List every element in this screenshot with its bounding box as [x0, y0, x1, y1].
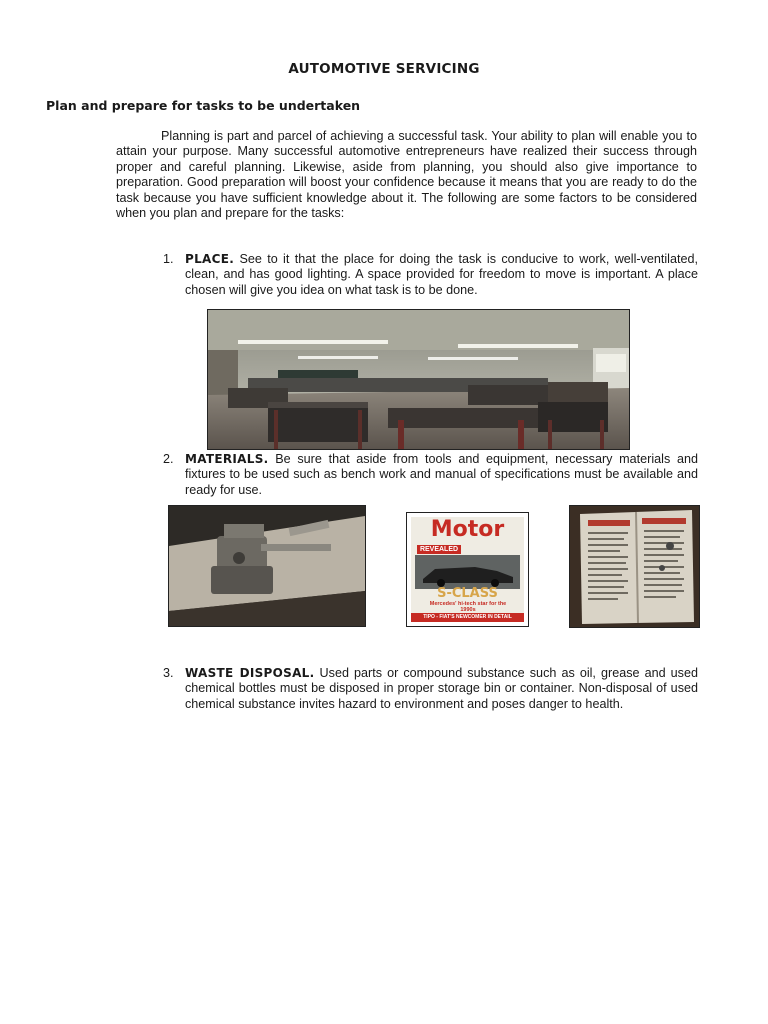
- car-illustration: [415, 555, 520, 589]
- intro-paragraph: [116, 129, 697, 221]
- list-number: 3.: [163, 666, 174, 680]
- magazine-model: S-CLASS: [437, 586, 498, 601]
- page-title: AUTOMOTIVE SERVICING: [288, 61, 480, 77]
- list-item-materials: [163, 452, 698, 498]
- magazine-headline: Mercedes' hi-tech star for the 1990s: [429, 601, 507, 613]
- list-number: 2.: [163, 452, 174, 466]
- magazine-footer: TIPO - FIAT'S NEWCOMER IN DETAIL: [411, 613, 524, 622]
- workshop-photo: [207, 309, 630, 450]
- magazine-masthead: Motor: [430, 517, 505, 542]
- section-heading: Plan and prepare for tasks to be undertaken: [46, 98, 361, 113]
- list-item-place: [163, 252, 698, 298]
- magazine-banner: REVEALED: [417, 545, 461, 554]
- list-text: Used parts or compound substance such as oil, grease and used chemical bottles must be disposed in proper storage bin or container. Non-disposal of used chemical substance invites hazard to environment and poses danger to health.: [185, 666, 698, 711]
- intro-text: Planning is part and parcel of achieving a successful task. Your ability to plan will enable you to attain your purpose. Many successful automotive entrepreneurs have realized their success through proper and careful planning. Likewise, aside from planning, you should also give importance to preparation. Good preparation will boost your confidence because it means that you are ready to do the task because you have sufficient knowledge about it. The following are some factors to be considered when you plan and prepare for the tasks:: [116, 129, 697, 221]
- list-text: See to it that the place for doing the task is conducive to work, well-ventilated, clean, and has good lighting. A space provided for freedom to move is important. A place chosen will give you idea on what task is to be done.: [185, 252, 698, 297]
- bench-vise-photo: [168, 505, 366, 627]
- magazine-cover: [411, 517, 524, 622]
- list-item-waste-disposal: [163, 666, 698, 712]
- magazine-photo: [406, 512, 529, 627]
- list-label: MATERIALS.: [185, 452, 269, 466]
- list-label: PLACE.: [185, 252, 235, 266]
- list-text: Be sure that aside from tools and equipment, necessary materials and fixtures to be used such as bench work and manual of specifications must be available and ready for use.: [185, 452, 698, 497]
- list-number: 1.: [163, 252, 174, 266]
- manual-photo: [569, 505, 700, 628]
- list-label: WASTE DISPOSAL.: [185, 666, 315, 680]
